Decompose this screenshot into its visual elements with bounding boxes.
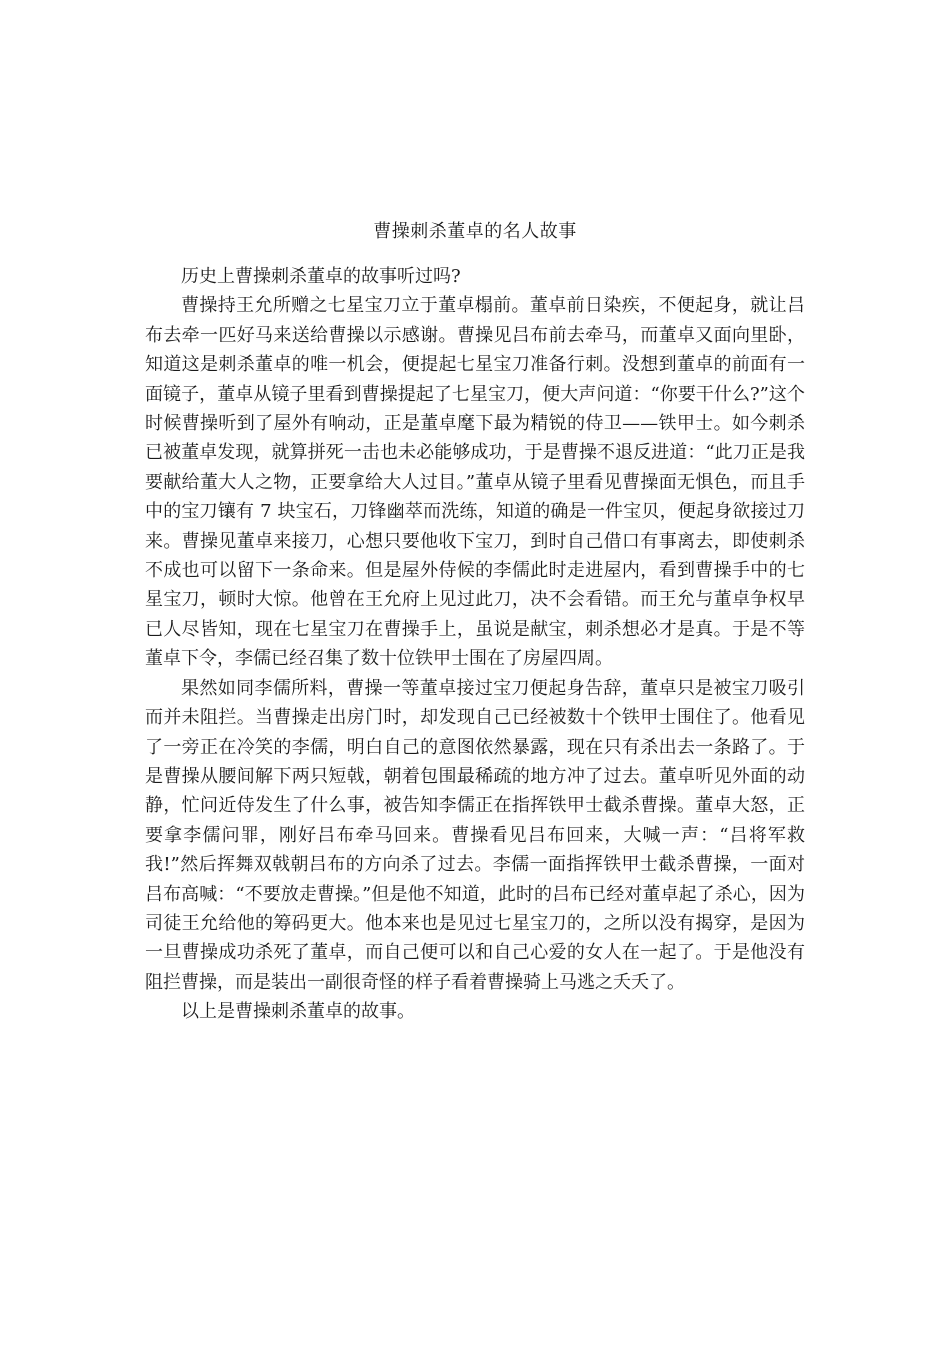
document-body	[145, 262, 805, 1027]
paragraph-intro: 历史上曹操刺杀董卓的故事听过吗?	[181, 266, 461, 287]
paragraph-assassination-attempt: 曹操持王允所赠之七星宝刀立于董卓榻前。董卓前日染疾，不便起身，就让吕布去牵一匹好马来送给曹操以示感谢。曹操见吕布前去牵马，而董卓又面向里卧，知道这是刺杀董卓的唯一机会，便提起七星宝刀准备行刺。没想到董卓的前面有一面镜子，董卓从镜子里看到曹操提起了七星宝刀，便大声问道：“你要干什么?”这个时候曹操听到了屋外有响动，正是董卓麾下最为精锐的侍卫——铁甲士。如今刺杀已被董卓发现，就算拼死一击也未必能够成功，于是曹操不退反进道：“此刀正是我要献给董大人之物，正要拿给大人过目。”董卓从镜子里看见曹操面无惧色，而且手中的宝刀镶有 7 块宝石，刀锋幽萃而洗练，知道的确是一件宝贝，便起身欲接过刀来。曹操见董卓来接刀，心想只要他收下宝刀，到时自己借口有事离去，即使刺杀不成也可以留下一条命来。但是屋外侍候的李儒此时走进屋内，看到曹操手中的七星宝刀，顿时大惊。他曾在王允府上见过此刀，决不会看错。而王允与董卓争权早已人尽皆知，现在七星宝刀在曹操手上，虽说是献宝，刺杀想必才是真。于是不等董卓下令，李儒已经召集了数十位铁甲士围在了房屋四周。	[145, 295, 805, 670]
paragraph-escape: 果然如同李儒所料，曹操一等董卓接过宝刀便起身告辞，董卓只是被宝刀吸引而并未阻拦。当曹操走出房门时，却发现自己已经被数十个铁甲士围住了。他看见了一旁正在冷笑的李儒，明白自己的意图依然暴露，现在只有杀出去一条路了。于是曹操从腰间解下两只短戟，朝着包围最稀疏的地方冲了过去。董卓听见外面的动静，忙问近侍发生了什么事，被告知李儒正在指挥铁甲士截杀曹操。董卓大怒，正要拿李儒问罪，刚好吕布牵马回来。曹操看见吕布回来，大喊一声：“吕将军救我!”然后挥舞双戟朝吕布的方向杀了过去。李儒一面指挥铁甲士截杀曹操，一面对吕布高喊：“不要放走曹操。”但是他不知道，此时的吕布已经对董卓起了杀心，因为司徒王允给他的筹码更大。他本来也是见过七星宝刀的，之所以没有揭穿，是因为一旦曹操成功杀死了董卓，而自己便可以和自己心爱的女人在一起了。于是他没有阻拦曹操，而是装出一副很奇怪的样子看着曹操骑上马逃之夭夭了。	[145, 677, 805, 993]
document-title: 曹操刺杀董卓的名人故事	[373, 221, 577, 242]
paragraph-conclusion: 以上是曹操刺杀董卓的故事。	[181, 1001, 415, 1023]
